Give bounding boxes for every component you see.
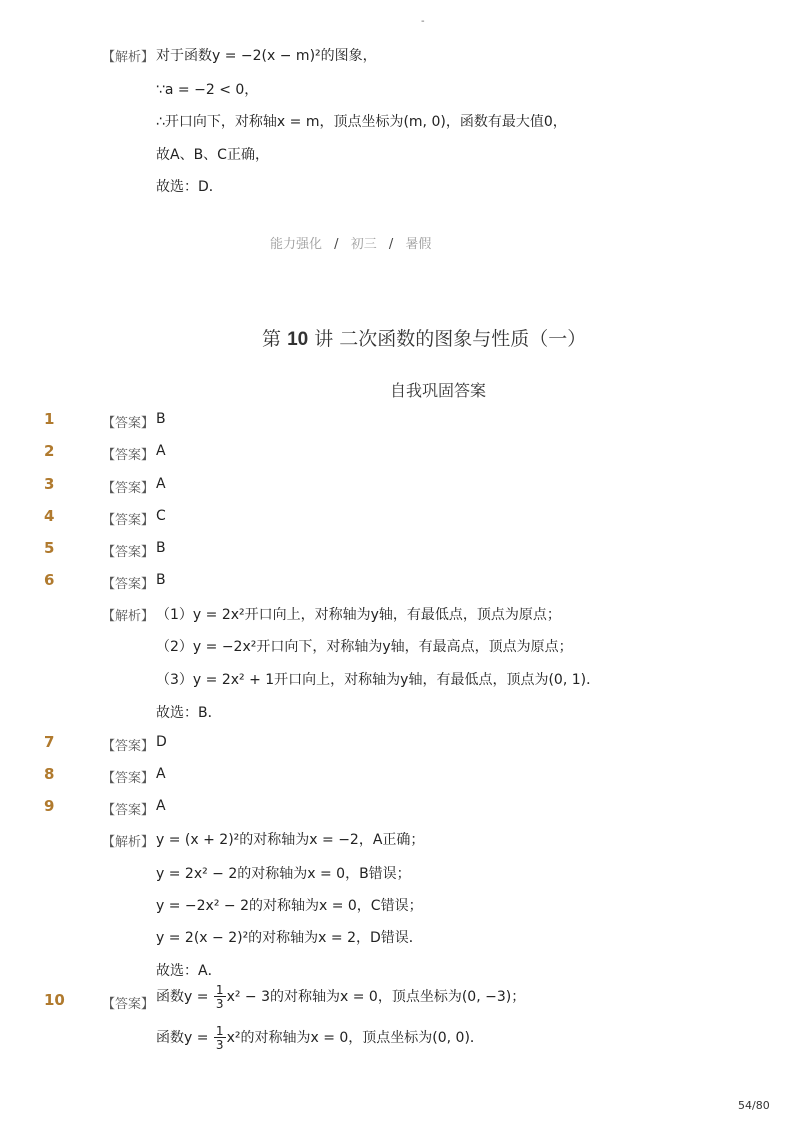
analysis-line: y = 2x² − 2的对称轴为x = 0，B错误； (156, 866, 411, 882)
analysis-tag: 【解析】 (102, 609, 155, 624)
question-number: 7 (44, 733, 55, 751)
question-number: 4 (44, 507, 55, 525)
answer-tag: 【答案】 (102, 448, 155, 463)
q10-line-pre: 函数y = (156, 1030, 213, 1046)
answer-value: B (156, 540, 166, 556)
answer-tag: 【答案】 (102, 545, 155, 560)
breadcrumb-sep: / (388, 237, 394, 252)
breadcrumb-item: 能力强化 (270, 237, 323, 252)
question-number: 2 (44, 442, 55, 460)
answer-tag: 【答案】 (102, 481, 155, 496)
lesson-number: 10 (287, 329, 309, 350)
question-number: 3 (44, 475, 55, 493)
q10-line (156, 984, 525, 1010)
fraction (214, 1025, 226, 1051)
analysis-line: 故A、B、C正确， (156, 147, 269, 163)
fraction-denominator: 3 (215, 1038, 224, 1052)
analysis-line: （1）y = 2x²开口向上，对称轴为y轴，有最低点，顶点为原点； (156, 607, 561, 623)
top-mark: - (421, 16, 425, 27)
page-number: 54/80 (738, 1099, 770, 1112)
fraction-denominator: 3 (215, 997, 224, 1011)
answer-value: A (156, 443, 166, 459)
fraction-numerator: 1 (215, 1024, 224, 1038)
q10-line-post: x² − 3的对称轴为x = 0，顶点坐标为(0, −3)； (226, 989, 526, 1005)
analysis-line: 对于函数y = −2(x − m)²的图象， (156, 48, 377, 64)
fraction-numerator: 1 (215, 983, 224, 997)
q10-line-pre: 函数y = (156, 989, 213, 1005)
analysis-tag: 【解析】 (102, 50, 155, 65)
analysis-line: ∵a = −2 < 0， (156, 82, 259, 98)
answer-value: D (156, 734, 167, 750)
question-number: 6 (44, 571, 55, 589)
analysis-line: ∴开口向下，对称轴x = m，顶点坐标为(m, 0)，函数有最大值0， (156, 114, 567, 130)
answer-value: A (156, 766, 166, 782)
answer-tag: 【答案】 (102, 577, 155, 592)
analysis-line: y = (x + 2)²的对称轴为x = −2，A正确； (156, 832, 425, 848)
analysis-line: y = 2(x − 2)²的对称轴为x = 2，D错误． (156, 930, 423, 946)
question-number: 8 (44, 765, 55, 783)
answer-tag: 【答案】 (102, 513, 155, 528)
breadcrumb-item: 暑假 (405, 237, 432, 252)
fraction (214, 984, 226, 1010)
analysis-line: 故选：D． (156, 179, 223, 195)
section-title: 自我巩固答案 (390, 381, 487, 400)
q10-line-post: x²的对称轴为x = 0，顶点坐标为(0, 0)． (226, 1030, 484, 1046)
breadcrumb-sep: / (334, 237, 339, 252)
breadcrumb-item: 初三 (350, 237, 377, 252)
analysis-line: y = −2x² − 2的对称轴为x = 0，C错误； (156, 898, 423, 914)
answer-value: B (156, 572, 166, 588)
lesson-suffix: 讲 二次函数的图象与性质（一） (314, 328, 587, 350)
question-number: 9 (44, 797, 55, 815)
answer-value: A (156, 476, 166, 492)
answer-tag: 【答案】 (102, 803, 155, 818)
question-number: 1 (44, 410, 55, 428)
analysis-line: （3）y = 2x² + 1开口向上，对称轴为y轴，有最低点，顶点为(0, 1)． (156, 672, 601, 688)
answer-tag: 【答案】 (102, 997, 155, 1012)
analysis-line: 故选：B． (156, 705, 222, 721)
analysis-line: 故选：A． (156, 963, 222, 979)
q10-line (156, 1025, 484, 1051)
answer-tag: 【答案】 (102, 771, 155, 786)
analysis-line: （2）y = −2x²开口向下，对称轴为y轴，有最高点，顶点为原点； (156, 639, 573, 655)
analysis-tag: 【解析】 (102, 835, 155, 850)
question-number: 10 (44, 991, 65, 1009)
lesson-title (262, 324, 586, 351)
answer-value: C (156, 508, 166, 524)
question-number: 5 (44, 539, 55, 557)
breadcrumb (270, 233, 431, 252)
answer-value: B (156, 411, 166, 427)
lesson-prefix: 第 (262, 328, 282, 350)
answer-value: A (156, 798, 166, 814)
answer-tag: 【答案】 (102, 739, 155, 754)
answer-tag: 【答案】 (102, 416, 155, 431)
